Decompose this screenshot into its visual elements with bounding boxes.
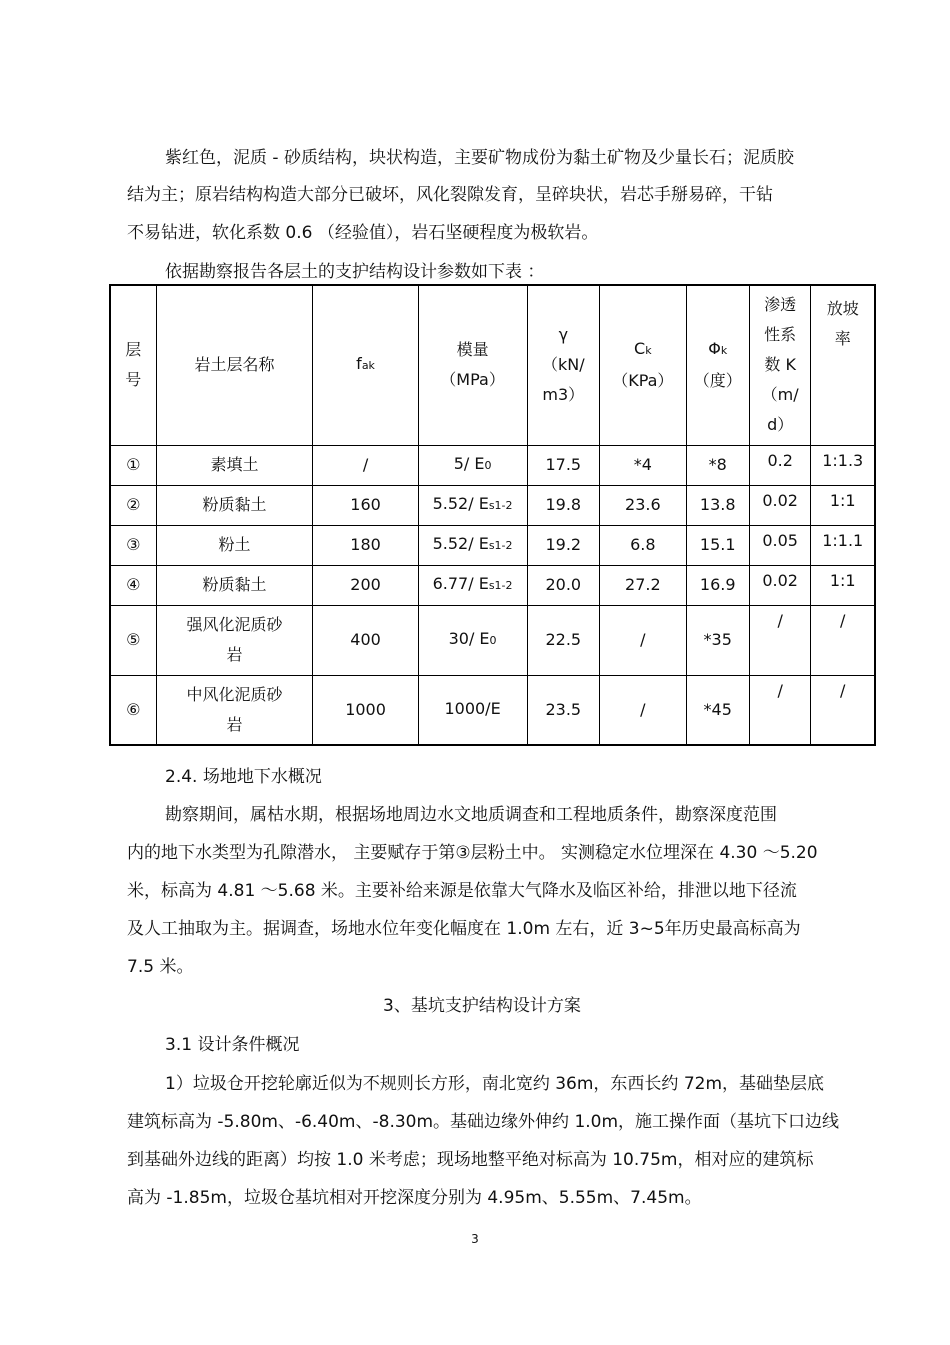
table-row: [110, 675, 875, 745]
cell-slope: /: [811, 675, 875, 745]
header-ck: Ck （KPa）: [600, 285, 686, 445]
table-row: [110, 445, 875, 485]
cell-name: 素填土: [156, 445, 313, 485]
header-row: [110, 285, 875, 445]
cell-slope: 1:1: [811, 485, 875, 525]
cell-phi: 16.9: [686, 565, 749, 605]
para-line: 及人工抽取为主。据调查，场地水位年变化幅度在 1.0m 左右，近 3~5年历史最高标高为: [127, 919, 801, 939]
section-heading-3: 3、基坑支护结构设计方案: [383, 996, 581, 1016]
cell-ck: /: [600, 675, 686, 745]
cell-k: /: [749, 605, 811, 675]
cell-ck: 23.6: [600, 485, 686, 525]
cell-no: ④: [110, 565, 156, 605]
cell-no: ②: [110, 485, 156, 525]
cell-gamma: 19.8: [527, 485, 600, 525]
cell-modulus: 5.52/ Es1-2: [418, 485, 527, 525]
cell-phi: *35: [686, 605, 749, 675]
cell-gamma: 23.5: [527, 675, 600, 745]
header-gamma: γ （kN/ m3）: [527, 285, 600, 445]
cell-phi: *8: [686, 445, 749, 485]
cell-slope: 1:1.1: [811, 525, 875, 565]
page-number: 3: [471, 1232, 479, 1246]
cell-fak: 200: [313, 565, 418, 605]
header-permeability: 渗透 性系 数 K （m/ d）: [749, 285, 811, 445]
intro-line-2: 结为主；原岩结构构造大部分已破坏，风化裂隙发育，呈碎块状，岩芯手掰易碎，干钻: [127, 185, 773, 205]
cell-name: 粉土: [156, 525, 313, 565]
cell-no: ①: [110, 445, 156, 485]
intro-line-3: 不易钻进，软化系数 0.6 （经验值），岩石坚硬程度为极软岩。: [127, 223, 599, 243]
cell-fak: 160: [313, 485, 418, 525]
cell-modulus: 1000/E: [418, 675, 527, 745]
cell-phi: 13.8: [686, 485, 749, 525]
section-heading-2-4: 2.4. 场地地下水概况: [165, 767, 322, 787]
table-row: [110, 485, 875, 525]
table-row: [110, 525, 875, 565]
table-caption: 依据勘察报告各层土的支护结构设计参数如下表 ：: [165, 262, 545, 282]
para-line: 米，标高为 4.81 ～5.68 米。主要补给来源是依靠大气降水及临区补给，排泄以地下径流: [127, 881, 797, 901]
para-line: 7.5 米。: [127, 957, 194, 977]
cell-name: 强风化泥质砂 岩: [156, 605, 313, 675]
intro-line-1: 紫红色，泥质 - 砂质结构，块状构造，主要矿物成份为黏土矿物及少量长石；泥质胶: [165, 148, 794, 168]
cell-no: ⑤: [110, 605, 156, 675]
soil-parameter-table: [109, 284, 876, 746]
header-modulus: 模量 （MPa）: [418, 285, 527, 445]
cell-ck: *4: [600, 445, 686, 485]
cell-no: ⑥: [110, 675, 156, 745]
cell-modulus: 5.52/ Es1-2: [418, 525, 527, 565]
cell-modulus: 6.77/ Es1-2: [418, 565, 527, 605]
table-row: [110, 605, 875, 675]
cell-fak: 400: [313, 605, 418, 675]
cell-no: ③: [110, 525, 156, 565]
cell-slope: /: [811, 605, 875, 675]
section-heading-3-1: 3.1 设计条件概况: [165, 1035, 300, 1055]
cell-gamma: 19.2: [527, 525, 600, 565]
header-layer-no: 层号: [110, 285, 156, 445]
cell-name: 粉质黏土: [156, 485, 313, 525]
cell-gamma: 20.0: [527, 565, 600, 605]
header-fak: fak: [313, 285, 418, 445]
cell-fak: 180: [313, 525, 418, 565]
cell-ck: /: [600, 605, 686, 675]
para-line: 高为 -1.85m，垃圾仓基坑相对开挖深度分别为 4.95m、5.55m、7.45m。: [127, 1188, 702, 1208]
cell-k: 0.2: [749, 445, 811, 485]
cell-slope: 1:1.3: [811, 445, 875, 485]
cell-ck: 27.2: [600, 565, 686, 605]
para-line: 勘察期间，属枯水期，根据场地周边水文地质调查和工程地质条件，勘察深度范围: [165, 805, 777, 825]
cell-gamma: 22.5: [527, 605, 600, 675]
cell-modulus: 30/ E0: [418, 605, 527, 675]
cell-k: /: [749, 675, 811, 745]
para-line: 建筑标高为 -5.80m、-6.40m、-8.30m。基础边缘外伸约 1.0m，施工操作面（基坑下口边线: [127, 1112, 840, 1132]
cell-name: 中风化泥质砂 岩: [156, 675, 313, 745]
header-phik: Φk （度）: [686, 285, 749, 445]
cell-k: 0.05: [749, 525, 811, 565]
cell-slope: 1:1: [811, 565, 875, 605]
cell-phi: *45: [686, 675, 749, 745]
cell-gamma: 17.5: [527, 445, 600, 485]
cell-fak: /: [313, 445, 418, 485]
cell-ck: 6.8: [600, 525, 686, 565]
table-row: [110, 565, 875, 605]
header-name: 岩土层名称: [156, 285, 313, 445]
cell-fak: 1000: [313, 675, 418, 745]
para-line: 到基础外边线的距离）均按 1.0 米考虑；现场地整平绝对标高为 10.75m，相对应的建筑标: [127, 1150, 814, 1170]
para-line: 内的地下水类型为孔隙潜水， 主要赋存于第③层粉土中。 实测稳定水位埋深在 4.30 ～5.20: [127, 843, 818, 863]
cell-k: 0.02: [749, 565, 811, 605]
cell-k: 0.02: [749, 485, 811, 525]
cell-phi: 15.1: [686, 525, 749, 565]
cell-modulus: 5/ E0: [418, 445, 527, 485]
para-line: 1）垃圾仓开挖轮廓近似为不规则长方形，南北宽约 36m，东西长约 72m，基础垫层底: [165, 1074, 825, 1094]
header-slope: 放坡 率: [811, 285, 875, 445]
cell-name: 粉质黏土: [156, 565, 313, 605]
